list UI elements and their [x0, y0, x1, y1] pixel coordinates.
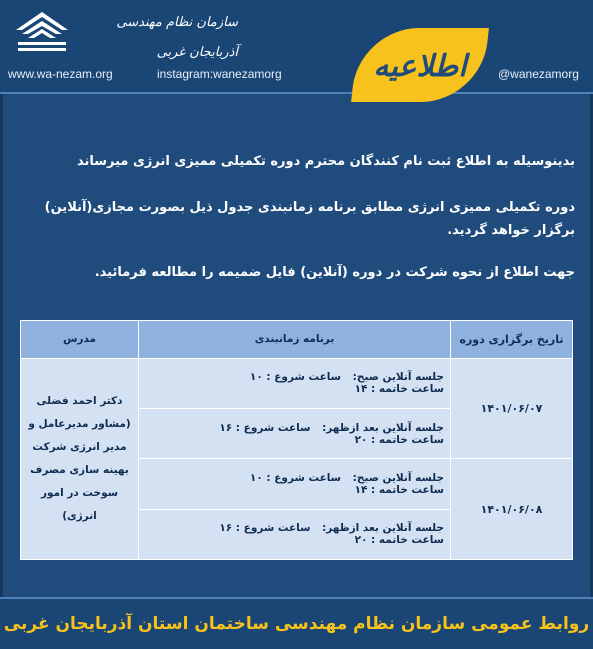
logo-emblem-icon — [12, 8, 72, 58]
row-date: ۱۴۰۱/۰۶/۰۸ — [451, 459, 573, 560]
website-url: www.wa-nezam.org — [8, 67, 113, 81]
session-end: ساعت خاتمه : ۲۰ — [354, 433, 444, 446]
footer-public-relations: روابط عمومی سازمان نظام مهندسی ساختمان استان آذربایجان غربی — [3, 614, 590, 634]
footer-banner — [0, 597, 593, 649]
header-teacher: مدرس — [21, 321, 139, 359]
session-end: ساعت خاتمه : ۱۴ — [354, 383, 444, 396]
session-label: جلسه آنلاین صبح: — [352, 371, 444, 384]
social-handle: @wanezamorg — [498, 67, 579, 81]
schedule-table — [20, 320, 573, 560]
table-row — [21, 358, 573, 408]
notice-title: اطلاعیه — [373, 49, 467, 84]
session-cell — [139, 459, 451, 509]
announcement-paragraph-1: بدینوسیله به اطلاع ثبت نام کنندگان محترم دوره تکمیلی ممیزی انرژی میرساند — [76, 154, 575, 169]
session-start: ساعت شروع : ۱۰ — [249, 472, 342, 485]
teacher-cell: دکتر احمد فضلی (مشاور مدیرعامل و مدیر انرژی شرکت بهینه سازی مصرف سوخت در امور انرژی) — [21, 358, 139, 559]
session-cell — [139, 358, 451, 408]
table-header-row — [21, 321, 573, 359]
header-schedule: برنامه زمانبندی — [139, 321, 451, 359]
session-cell — [139, 409, 451, 459]
organization-logo — [12, 8, 72, 58]
instagram-handle: instagram:wanezamorg — [157, 67, 282, 81]
session-label: جلسه آنلاین صبح: — [352, 472, 444, 485]
session-end: ساعت خاتمه : ۱۴ — [354, 484, 444, 497]
session-label: جلسه آنلاین بعد ازظهر: — [322, 522, 444, 535]
organization-name: سازمان نظام مهندسی آذربایجان غربی — [116, 15, 238, 60]
session-start: ساعت شروع : ۱۶ — [219, 421, 311, 434]
announcement-paragraph-2: دوره تکمیلی ممیزی انرژی مطابق برنامه زمانبندی جدول ذیل بصورت مجازی(آنلاین) برگزار خواهد گردید. — [44, 200, 575, 238]
session-start: ساعت شروع : ۱۰ — [249, 371, 342, 384]
session-cell — [139, 509, 451, 559]
session-label: جلسه آنلاین بعد ازظهر: — [322, 421, 444, 434]
session-start: ساعت شروع : ۱۶ — [219, 522, 311, 535]
row-date: ۱۴۰۱/۰۶/۰۷ — [451, 358, 573, 459]
announcement-paragraph-3: جهت اطلاع از نحوه شرکت در دوره (آنلاین) فایل ضمیمه را مطالعه فرمائید. — [94, 265, 575, 280]
session-end: ساعت خاتمه : ۲۰ — [354, 534, 444, 547]
header-date: تاریخ برگزاری دوره — [451, 321, 573, 359]
header-banner — [0, 0, 593, 94]
